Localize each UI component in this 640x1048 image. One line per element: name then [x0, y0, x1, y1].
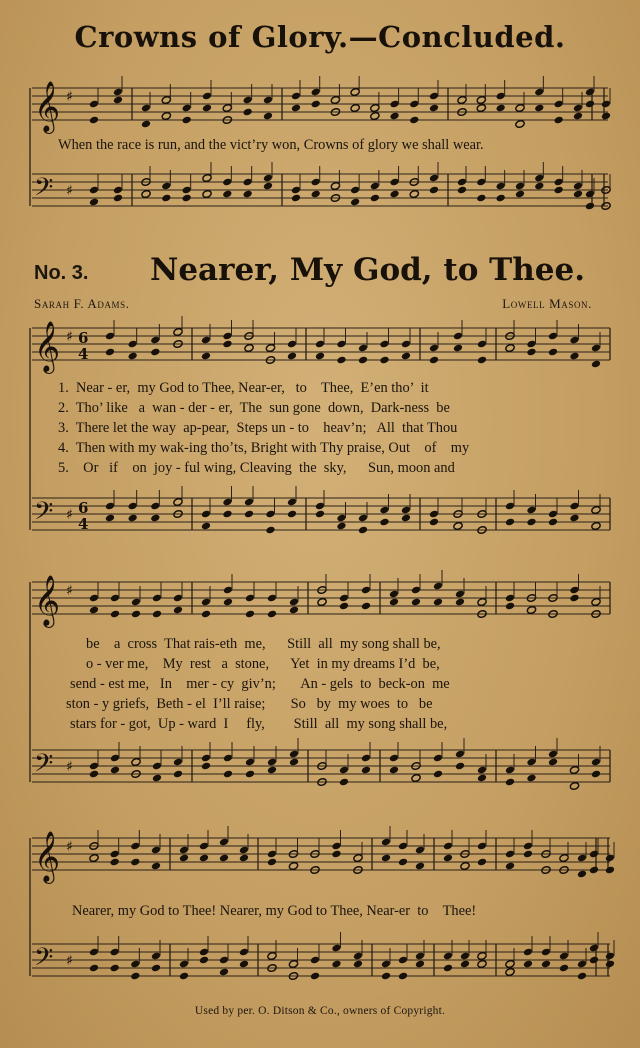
note-head — [505, 862, 515, 871]
treble-clef: 𝄞 — [34, 321, 61, 372]
note-head — [331, 960, 341, 969]
note-head — [201, 522, 211, 531]
note-head — [201, 352, 211, 361]
note-head — [89, 854, 99, 863]
note-head — [605, 960, 615, 969]
note-head — [339, 778, 349, 787]
note-head — [443, 854, 453, 863]
note-head — [222, 510, 232, 519]
page-title: Crowns of Glory.—Concluded. — [74, 20, 566, 54]
note-head — [353, 960, 363, 969]
note-head — [245, 770, 255, 779]
note-head — [453, 344, 463, 353]
note-head — [554, 116, 564, 125]
note-head — [244, 344, 254, 353]
note-head — [477, 960, 487, 969]
key-signature-sharp: ♯ — [66, 839, 73, 855]
note-head — [179, 972, 189, 981]
note-head — [398, 858, 408, 867]
time-signature: 4 — [78, 345, 89, 363]
note-head — [526, 774, 536, 783]
note-head — [389, 112, 399, 121]
time-signature: 4 — [78, 515, 89, 533]
note-head — [534, 182, 544, 191]
copyright-footer: Used by per. O. Ditson & Co., owners of Copyright. — [194, 1005, 446, 1017]
note-head — [361, 602, 371, 611]
note-head — [263, 112, 273, 121]
note-head — [591, 360, 601, 369]
note-head — [288, 862, 298, 871]
note-head — [89, 116, 99, 125]
note-head — [110, 766, 120, 775]
verse-5-line1: 5. Or if on joy - ful wing, Cleaving the sky, Sun, moon and — [58, 460, 455, 476]
note-head — [443, 964, 453, 973]
note-head — [311, 100, 321, 109]
note-head — [222, 190, 232, 199]
treble-clef: 𝄞 — [34, 831, 61, 882]
note-head — [182, 194, 192, 203]
note-head — [370, 194, 380, 203]
note-head — [151, 964, 161, 973]
note-head — [429, 186, 439, 195]
note-head — [573, 112, 583, 121]
note-head — [455, 598, 465, 607]
hymn-composer: Lowell Mason. — [502, 296, 592, 311]
note-head — [526, 518, 536, 527]
note-head — [505, 968, 515, 977]
time-signature: 6 — [78, 329, 89, 347]
key-signature-sharp: ♯ — [66, 583, 73, 599]
note-head — [415, 862, 425, 871]
note-head — [89, 198, 99, 207]
note-head — [591, 522, 601, 531]
note-head — [287, 510, 297, 519]
note-head — [89, 606, 99, 615]
note-head — [548, 348, 558, 357]
note-head — [245, 610, 255, 619]
note-head — [569, 594, 579, 603]
note-head — [526, 606, 536, 615]
note-head — [573, 190, 583, 199]
note-head — [554, 186, 564, 195]
note-head — [110, 858, 120, 867]
note-head — [173, 606, 183, 615]
note-head — [113, 96, 123, 105]
note-head — [219, 968, 229, 977]
note-head — [411, 598, 421, 607]
key-signature-sharp: ♯ — [66, 759, 73, 775]
note-head — [267, 858, 277, 867]
verse-5-line2: stars for - got, Up - ward I fly, Still all my song shall be, — [70, 716, 448, 732]
note-head — [113, 194, 123, 203]
note-head — [336, 522, 346, 531]
note-head — [152, 774, 162, 783]
note-head — [496, 194, 506, 203]
note-head — [523, 850, 533, 859]
note-head — [105, 348, 115, 357]
note-head — [398, 972, 408, 981]
note-head — [350, 198, 360, 207]
note-head — [429, 518, 439, 527]
note-head — [523, 960, 533, 969]
note-head — [173, 770, 183, 779]
note-head — [381, 972, 391, 981]
treble-clef: 𝄞 — [34, 81, 61, 132]
note-head — [534, 104, 544, 113]
note-head — [150, 514, 160, 523]
note-head — [429, 356, 439, 365]
verse-2-line2: o - ver me, My rest a stone, Yet in my dreams I’d be, — [86, 656, 440, 672]
note-head — [150, 348, 160, 357]
note-head — [379, 518, 389, 527]
note-head — [161, 112, 171, 121]
note-head — [244, 510, 254, 519]
note-head — [202, 190, 212, 199]
note-head — [601, 112, 611, 121]
note-head — [130, 972, 140, 981]
note-head — [591, 770, 601, 779]
note-head — [161, 194, 171, 203]
note-head — [358, 356, 368, 365]
key-signature-sharp: ♯ — [66, 953, 73, 969]
verse-3-line1: 3. There let the way ap-pear, Steps un - to heav’n; All that Thou — [58, 420, 458, 436]
note-head — [548, 518, 558, 527]
note-head — [267, 766, 277, 775]
verse-1-line2: be a cross That rais-eth me, Still all my song shall be, — [86, 636, 441, 652]
note-head — [433, 770, 443, 779]
note-head — [315, 352, 325, 361]
note-head — [409, 190, 419, 199]
note-head — [239, 854, 249, 863]
note-head — [339, 602, 349, 611]
note-head — [496, 104, 506, 113]
note-head — [429, 104, 439, 113]
note-head — [433, 598, 443, 607]
note-head — [152, 610, 162, 619]
note-head — [243, 190, 253, 199]
note-head — [267, 610, 277, 619]
note-head — [455, 762, 465, 771]
note-head — [317, 598, 327, 607]
note-head — [577, 870, 587, 879]
hymn-author: Sarah F. Adams. — [34, 296, 130, 311]
note-head — [199, 854, 209, 863]
note-head — [411, 774, 421, 783]
note-head — [223, 770, 233, 779]
note-head — [505, 602, 515, 611]
verse-1-line1: 1. Near - er, my God to Thee, Near-er, to Thee, E’en tho’ it — [58, 380, 429, 396]
note-head — [89, 770, 99, 779]
note-head — [201, 610, 211, 619]
note-head — [110, 964, 120, 973]
note-head — [201, 762, 211, 771]
note-head — [291, 194, 301, 203]
note-head — [105, 514, 115, 523]
note-head — [291, 104, 301, 113]
note-head — [577, 972, 587, 981]
note-head — [182, 116, 192, 125]
note-head — [559, 964, 569, 973]
note-head — [589, 866, 599, 875]
bass-clef: 𝄢 — [34, 749, 54, 784]
note-head — [131, 610, 141, 619]
note-head — [476, 104, 486, 113]
note-head — [202, 104, 212, 113]
refrain-lyric: Nearer, my God to Thee! Nearer, my God to Thee, Near-er to Thee! — [72, 903, 477, 919]
note-head — [505, 778, 515, 787]
verse-2-line1: 2. Tho’ like a wan - der - er, The sun gone down, Dark-ness be — [58, 400, 450, 416]
note-head — [401, 514, 411, 523]
note-head — [130, 858, 140, 867]
note-head — [585, 202, 595, 211]
note-head — [151, 862, 161, 871]
note-head — [477, 356, 487, 365]
note-head — [370, 112, 380, 121]
note-head — [605, 866, 615, 875]
note-head — [128, 514, 138, 523]
note-head — [199, 956, 209, 965]
crowns-lyric: When the race is run, and the vict’ry won, Crowns of glory we shall wear. — [58, 137, 484, 153]
note-head — [128, 352, 138, 361]
note-head — [477, 774, 487, 783]
note-head — [141, 120, 151, 129]
note-head — [569, 352, 579, 361]
note-head — [315, 510, 325, 519]
note-head — [476, 194, 486, 203]
note-head — [515, 190, 525, 199]
note-head — [505, 518, 515, 527]
note-head — [389, 598, 399, 607]
note-head — [477, 858, 487, 867]
note-head — [141, 190, 151, 199]
bass-clef: 𝄢 — [34, 497, 54, 532]
bass-clef: 𝄢 — [34, 943, 54, 978]
note-head — [585, 100, 595, 109]
note-head — [336, 356, 346, 365]
note-head — [265, 526, 275, 535]
note-head — [453, 522, 463, 531]
note-head — [457, 186, 467, 195]
note-head — [239, 960, 249, 969]
verse-4-line1: 4. Then with my wak-ing thoʼts, Bright with Thy praise, Out of my — [58, 440, 470, 456]
note-head — [89, 964, 99, 973]
verse-3-line2: send - est me, In mer - cy giv’n; An - gels to beck-on me — [70, 676, 450, 692]
note-head — [263, 182, 273, 191]
note-head — [310, 972, 320, 981]
note-head — [110, 610, 120, 619]
note-head — [589, 956, 599, 965]
hymn-title: Nearer, My God, to Thee. — [150, 252, 586, 288]
note-head — [361, 766, 371, 775]
note-head — [389, 190, 399, 199]
note-head — [219, 854, 229, 863]
verse-4-line2: ston - y griefs, Beth - el I’ll raise; So by my woes to be — [66, 696, 433, 712]
note-head — [515, 120, 525, 129]
note-head — [331, 850, 341, 859]
note-head — [350, 104, 360, 113]
note-head — [569, 514, 579, 523]
note-head — [569, 782, 579, 791]
note-head — [381, 854, 391, 863]
note-head — [541, 960, 551, 969]
key-signature-sharp: ♯ — [66, 183, 73, 199]
note-head — [243, 108, 253, 117]
note-head — [223, 598, 233, 607]
note-head — [389, 766, 399, 775]
note-head — [460, 862, 470, 871]
hymn-number: No. 3. — [34, 262, 89, 284]
time-signature: 6 — [78, 499, 89, 517]
note-head — [289, 758, 299, 767]
bass-clef: 𝄢 — [34, 173, 54, 208]
note-head — [409, 116, 419, 125]
treble-clef: 𝄞 — [34, 575, 61, 626]
note-head — [222, 340, 232, 349]
note-head — [287, 352, 297, 361]
note-head — [379, 356, 389, 365]
note-head — [415, 960, 425, 969]
note-head — [460, 960, 470, 969]
key-signature-sharp: ♯ — [66, 507, 73, 523]
note-head — [505, 344, 515, 353]
note-head — [526, 348, 536, 357]
key-signature-sharp: ♯ — [66, 329, 73, 345]
note-head — [358, 526, 368, 535]
key-signature-sharp: ♯ — [66, 89, 73, 105]
note-head — [179, 854, 189, 863]
note-head — [289, 606, 299, 615]
note-head — [401, 352, 411, 361]
note-head — [548, 758, 558, 767]
note-head — [311, 190, 321, 199]
